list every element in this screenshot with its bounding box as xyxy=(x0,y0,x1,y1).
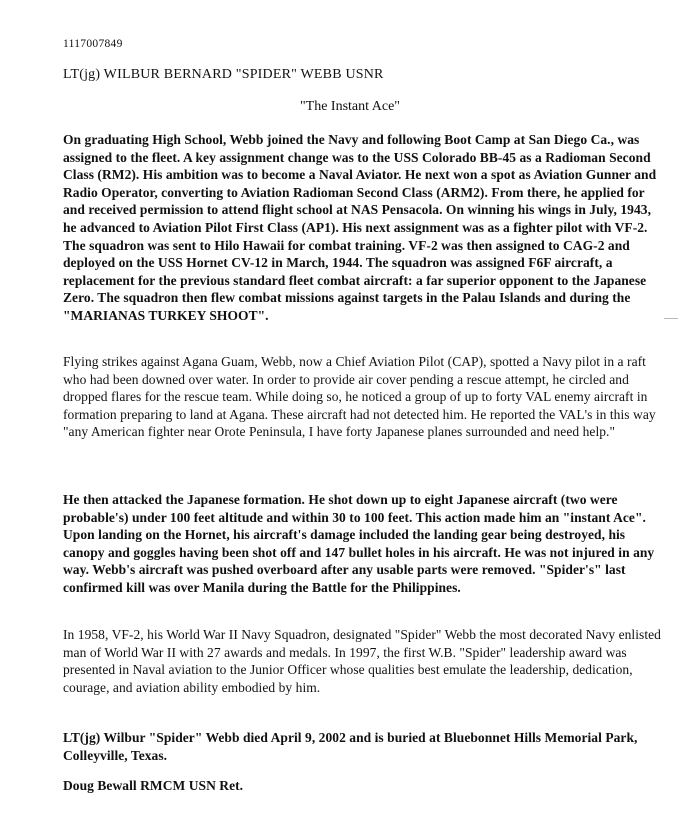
paragraph-early-career: On graduating High School, Webb joined the Navy and following Boot Camp at San Diego Ca., was assigned to the fleet. A key assignment change was to the USS Colorado BB-45 as a Radioman Second Class (RM2). His ambition was to become a Naval Aviator. He next won a spot as Aviation Gunner and Radio Operator, converting to Aviation Radioman Second Class (ARM2). From there, he applied for and received permission to attend flight school at NAS Pensacola. On winning his wings in July, 1943, he advanced to Aviation Pilot First Class (AP1). His next assignment was as a fighter pilot with VF-2. The squadron was sent to Hilo Hawaii for combat training. VF-2 was then assigned to CAG-2 and deployed on the USS Hornet CV-12 in March, 1944. The squadron was assigned F6F aircraft, a replacement for the previous standard fleet combat aircraft: a far superior opponent to the Japanese Zero. The squadron then flew combat missions against targets in the Palau Islands and during the "MARIANAS TURKEY SHOOT". xyxy=(63,132,657,323)
paragraph-instant-ace: He then attacked the Japanese formation. He shot down up to eight Japanese aircraft (two were probable's) under 100 feet altitude and within 30 to 100 feet. This action made him an "instant Ace". Upon landing on the Hornet, his aircraft's damage included the landing gear being destroyed, his canopy and goggles having been shot off and 147 bullet holes in his aircraft. He was not injured in any way. Webb's aircraft was pushed overboard after any usable parts were removed. "Spider's" last confirmed kill was over Manila during the Battle for the Philippines. xyxy=(63,492,655,595)
document-subtitle: "The Instant Ace" xyxy=(299,99,401,114)
document-id-number: 1117007849 xyxy=(63,38,123,50)
paragraph-death-burial: LT(jg) Wilbur "Spider" Webb died April 9, 2002 and is buried at Bluebonnet Hills Memorial Park, Colleyville, Texas. xyxy=(63,730,638,763)
paragraph-honors: In 1958, VF-2, his World War II Navy Squadron, designated "Spider" Webb the most decorated Navy enlisted man of World War II with 27 awards and medals. In 1997, the first W.B. "Spider" leadership award was presented in Naval aviation to the Junior Officer whose qualities best emulate the leadership, dedication, courage, and aviation ability embodied by him. xyxy=(63,627,661,695)
document-title: LT(jg) WILBUR BERNARD "SPIDER" WEBB USNR xyxy=(63,67,384,82)
author-signature-line: Doug Bewall RMCM USN Ret. xyxy=(63,778,244,793)
paragraph-agana-strike: Flying strikes against Agana Guam, Webb, now a Chief Aviation Pilot (CAP), spotted a Navy pilot in a raft who had been downed over water. In order to provide air cover pending a rescue attempt, he circled and dropped flares for the rescue team. While doing so, he noticed a group of up to forty VAL enemy aircraft in formation preparing to land at Agana. These aircraft had not detected him. He reported the VAL's in this way "any American fighter near Orote Peninsula, I have forty Japanese planes surrounded and need help." xyxy=(63,354,656,440)
scan-mark xyxy=(664,318,678,319)
